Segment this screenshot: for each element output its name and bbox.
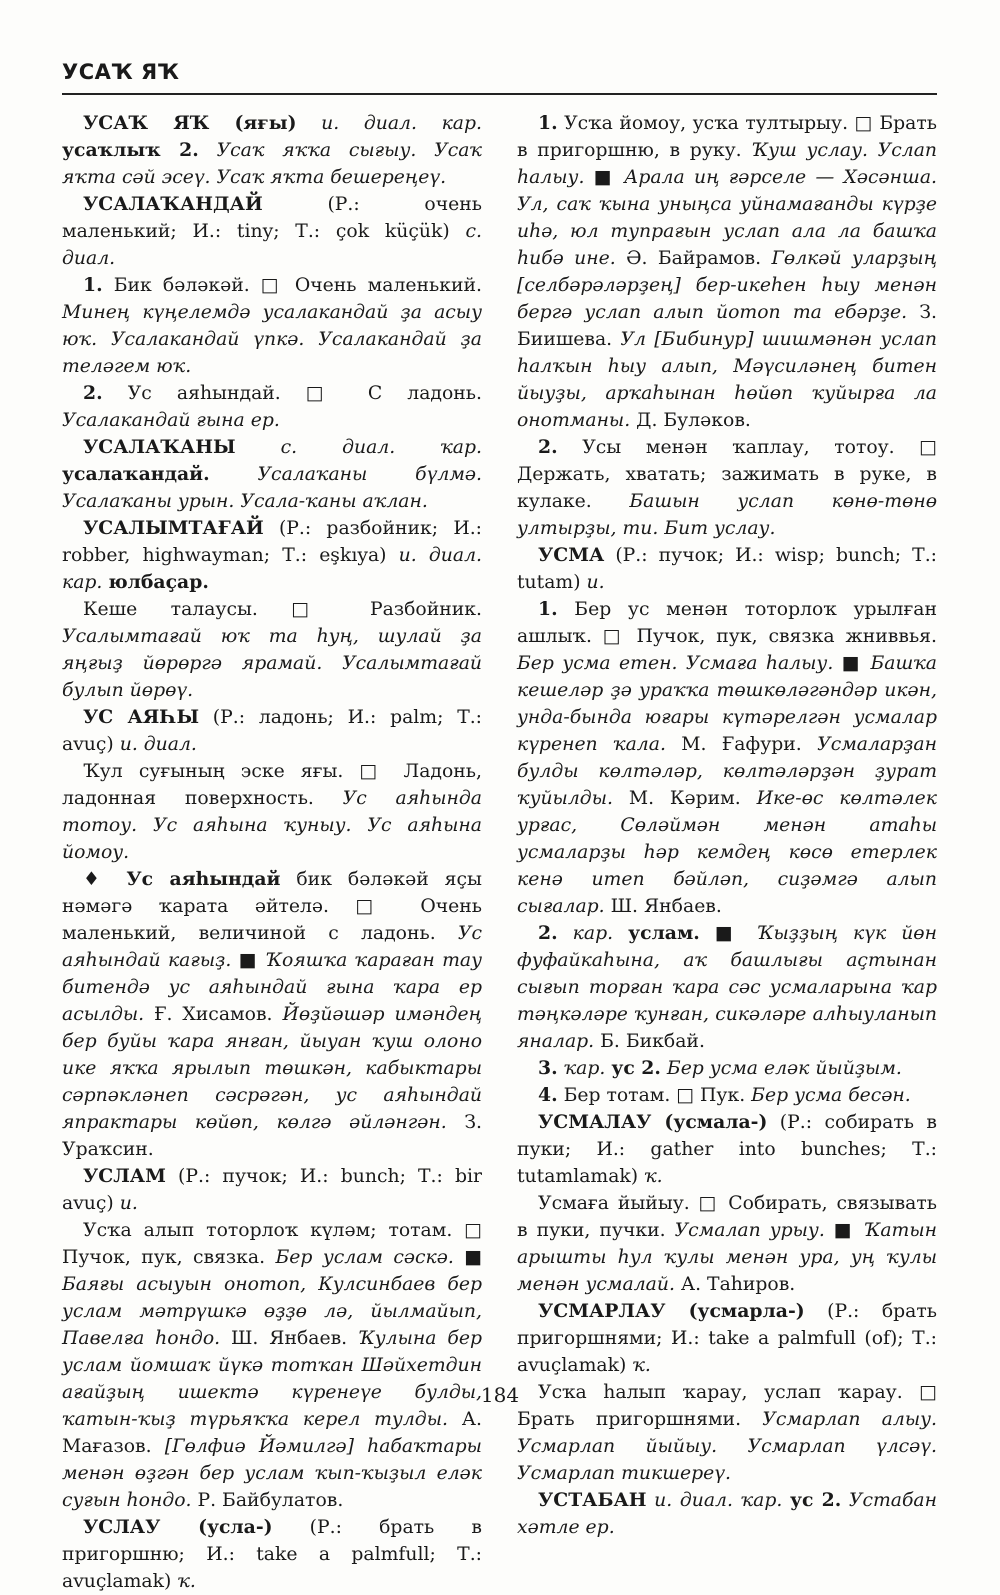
dictionary-entry-paragraph xyxy=(517,920,937,1055)
headword: УСАЛАҠАНЫ xyxy=(83,436,236,458)
headword: 3. xyxy=(538,1057,558,1079)
entry-text: Бер ус менән тоторлоҡ урылған ашлыҡ. □ Пучок, пук, связка жниввья. xyxy=(517,599,937,647)
entry-text: Усҡа алып тоторлоҡ күләм; тотам. □ Пучок, пук, связка. xyxy=(62,1220,482,1268)
entry-text: (Р.: пучок; И.: bunch; Т.: bir avuç) xyxy=(62,1166,482,1214)
headword: ♦ Ус аяһындай xyxy=(83,868,281,890)
dictionary-entry-paragraph xyxy=(62,758,482,866)
dictionary-entry-paragraph xyxy=(517,542,937,596)
dictionary-entry-paragraph xyxy=(62,866,482,1163)
dictionary-entry-paragraph xyxy=(62,1217,482,1514)
italic-text: Бер усма еләк йыйҙым. xyxy=(660,1058,902,1079)
headword: УСАҠ ЯҠ (яғы) xyxy=(83,112,297,134)
entry-text: Ш. Янбаев. xyxy=(220,1328,359,1349)
dictionary-entry-paragraph xyxy=(62,596,482,704)
italic-text: Бер усма етен. Усмаға һалыу. ■ Башҡа кешеләр ҙә ураҡҡа төшкөләгәндәр икән, унда-бында юғары күтәрелгән усмалар күренеп ҡала. xyxy=(517,653,937,755)
headword: УСМАРЛАУ (усмарла-) xyxy=(538,1300,805,1322)
italic-text: [Гөлфиә Йәмилгә] һабаҡтары менән өҙгән бер услам ҡып-ҡыҙыл еләк суғын һондо. xyxy=(62,1436,482,1511)
italic-text: Ус аяһында тотоу. Ус аяһына ҡуныу. Ус аяһына йомоу. xyxy=(62,788,483,863)
headword: УСЛАМ xyxy=(83,1165,166,1187)
italic-text: Ике-өс көлтәлек урғас, Сөләймән менән атаһы усмаларҙы һәр кемдең көсө етерлек кенә итеп бәйләп, сиҙәмгә алып сығалар. xyxy=(517,788,938,917)
italic-text: Усалаҡаны бүлмә. Усалаҡаны урын. Усала-ҡаны аҡлан. xyxy=(62,464,482,512)
italic-text: Устабан хәтле ер. xyxy=(517,1490,937,1538)
headword: ус 2. xyxy=(611,1057,661,1079)
headword: 1. xyxy=(538,112,558,134)
dictionary-entry-paragraph xyxy=(62,515,482,596)
italic-text: кар. xyxy=(557,923,629,944)
entry-text: Ш. Янбаев. xyxy=(604,896,722,917)
entry-text: (Р.: собирать в пуки; И.: gather into bunches; Т.: tutamlamak) xyxy=(517,1112,937,1187)
dictionary-entry-paragraph xyxy=(517,596,937,920)
entry-text: Ус аяһындай. □ С ладонь. xyxy=(102,383,482,404)
italic-text: и. диал. кар. xyxy=(296,113,482,134)
dictionary-entry-paragraph xyxy=(62,1163,482,1217)
italic-text: с. диал. ҡар. xyxy=(235,437,482,458)
dictionary-entry-paragraph xyxy=(62,380,482,434)
italic-text: ҡ. xyxy=(632,1355,651,1376)
headword: юлбаҫар. xyxy=(108,571,209,593)
entry-text: (Р.: разбойник; И.: robber, highwayman; Т.: eşkıya) xyxy=(62,518,482,566)
dictionary-entry-paragraph xyxy=(517,1109,937,1190)
italic-text: Усмаларҙан булды көлтәләр, көлтәләрҙән ҙурат ҡуйылды. xyxy=(517,734,937,809)
italic-text: Усмалап урыу. ■ Ҡатын арышты һул ҡулы менән ура, уң ҡулы менән усмалай. xyxy=(517,1220,937,1295)
entry-text: Бик бәләкәй. □ Очень маленький. xyxy=(102,275,482,296)
italic-text: ҡ. xyxy=(644,1166,663,1187)
entry-text: Ҡул суғының эске яғы. □ Ладонь, ладонная поверхность. xyxy=(62,761,482,809)
entry-text: Ғ. Хисамов. xyxy=(144,1004,283,1025)
headword: 1. xyxy=(83,274,103,296)
left-column xyxy=(62,110,482,1595)
italic-text: и. диал. xyxy=(119,734,197,755)
dictionary-entry-paragraph xyxy=(517,1298,937,1379)
italic-text: Башын услап көнө-төнө ултырҙы, ти. Бит услау. xyxy=(517,491,937,539)
entry-text: (Р.: пучок; И.: wisp; bunch; Т.: tutam) xyxy=(517,545,937,593)
italic-text: Усалакандай ғына ер. xyxy=(62,410,280,431)
italic-text: Усаҡ яҡҡа сығыу. Усаҡ яҡта сәй эсеү. Усаҡ яҡта бешереңеү. xyxy=(62,140,482,188)
dictionary-entry-paragraph xyxy=(62,272,482,380)
entry-text: бик бәләкәй яҫы нәмәгә ҡарата әйтелә. □ Очень маленький, величиной с ладонь. xyxy=(62,869,482,944)
italic-text: и. xyxy=(119,1193,138,1214)
dictionary-entry-paragraph xyxy=(62,110,482,191)
headword: УСАЛЫМТАҒАЙ xyxy=(83,517,264,539)
dictionary-entry-paragraph xyxy=(517,1082,937,1109)
italic-text: ■ Ҡыҙҙың күк йөн фуфайкаһына, аҡ башлығы аҫтынан сығып торған ҡара сәс усмаларына ҡар тәңкәләре ҡунған, сикәләре алһыуланып яналар. xyxy=(517,923,937,1052)
italic-text: Бер услам сәскә. ■ Баяғы асыуын онотоп, Кулсинбаев бер услам мәтрүшкә өҙҙө лә, йылмайып, Павелға һондо. xyxy=(62,1247,483,1349)
headword: 4. xyxy=(538,1084,558,1106)
entry-text: Бер тотам. □ Пук. xyxy=(557,1085,752,1106)
dictionary-entry-paragraph xyxy=(62,191,482,272)
headword: усаҡлыҡ 2. xyxy=(62,139,199,161)
entry-text: М. Кәрим. xyxy=(612,788,757,809)
headword: 2. xyxy=(538,436,558,458)
italic-text: Бер усма бесән. xyxy=(751,1085,911,1106)
headword: 2. xyxy=(83,382,103,404)
header-rule xyxy=(62,93,937,95)
italic-text: Усалымтағай юҡ та һуң, шулай ҙа яңғыҙ йөрөргә ярамай. Усалымтағай булып йөрөү. xyxy=(62,626,482,701)
entry-text: Р. Байбулатов. xyxy=(191,1490,344,1511)
headword: УСАЛАҠАНДАЙ xyxy=(83,193,263,215)
italic-text: и. диал. ҡар. xyxy=(646,1490,790,1511)
dictionary-entry-paragraph xyxy=(517,1055,937,1082)
entry-text: А. Таһиров. xyxy=(674,1274,796,1295)
right-column xyxy=(517,110,937,1541)
entry-text: Усҡа һалып ҡарау, услап ҡарау. □ Брать пригоршнями. xyxy=(517,1382,937,1430)
entry-text: (Р.: брать в пригоршню; И.: take a palmfull; Т.: avuçlamak) xyxy=(62,1517,483,1592)
italic-text: Усмарлап алыу. Усмарлап йыйыу. Усмарлап үлсәү. Усмарлап тикшереү. xyxy=(517,1409,937,1484)
headword: УСТАБАН xyxy=(538,1489,647,1511)
headword: услам. xyxy=(628,922,700,944)
dictionary-entry-paragraph xyxy=(62,1514,482,1595)
dictionary-entry-paragraph xyxy=(517,1190,937,1298)
entry-text: (Р.: очень маленький; И.: tiny; Т.: çok küçük) xyxy=(62,194,482,242)
italic-text: и. xyxy=(586,572,605,593)
dictionary-entry-paragraph xyxy=(517,1487,937,1541)
italic-text: Ул [Бибинур] шишмәнән услап һалҡын һыу алып, Мәүсиләнең битен йыуҙы, арҡаһынан һөйөп ҡуйырға ла онотманы. xyxy=(517,329,938,431)
entry-text: З. Биишева. xyxy=(517,302,937,350)
italic-text: Ҡулына бер услам йомшаҡ йүкә тотҡан Шәйхетдин ағайҙың ишектә күренеүе булды, ҡатын-ҡыҙ түрьяҡҡа керел тулды. xyxy=(62,1328,482,1430)
entry-text: Усы менән ҡаплау, тотоу. □ Держать, хватать; зажимать в руке, в кулаке. xyxy=(517,437,937,512)
headword: УСМА xyxy=(538,544,605,566)
running-head: УСАҠ ЯҠ xyxy=(62,60,180,84)
headword: ус 2. xyxy=(789,1489,842,1511)
dictionary-entry-paragraph xyxy=(62,434,482,515)
italic-text: и. диал. кар. xyxy=(62,545,482,593)
headword: УСЛАУ (усла-) xyxy=(83,1516,273,1538)
headword: УС АЯҺЫ xyxy=(83,706,200,728)
italic-text: Йөҙйәшәр имәндең бер буйы ҡара янған, йыуан ҡуш олоно ике яҡҡа ярылып төшкән, кабыктары сәрпәкләнеп сәсрәгән, ус аяһындай япрактары көйөп, көлгә әйләнгән. xyxy=(62,1004,482,1133)
entry-text: М. Ғафури. xyxy=(665,734,818,755)
italic-text: Ус аяһындай кағыҙ. ■ Ҡояшҡа ҡараған тау битендә ус аяһындай ғына ҡара ер асылды. xyxy=(62,923,482,1025)
entry-text: Б. Бикбай. xyxy=(594,1031,705,1052)
headword: 2. xyxy=(538,922,558,944)
dictionary-entry-paragraph xyxy=(517,110,937,434)
entry-text: (Р.: брать пригоршнями; И.: take a palmfull (of); Т.: avuçlamak) xyxy=(517,1301,937,1376)
headword: усалаҡандай. xyxy=(62,463,210,485)
entry-text: Усмаға йыйыу. □ Собирать, связывать в пуки, пучки. xyxy=(517,1193,937,1241)
italic-text: с. диал. xyxy=(62,221,482,269)
headword: УСМАЛАУ (усмала-) xyxy=(538,1111,768,1133)
entry-text: Кеше талаусы. □ Разбойник. xyxy=(83,599,482,620)
dictionary-entry-paragraph xyxy=(62,704,482,758)
entry-text: Ә. Байрамов. xyxy=(615,248,772,269)
italic-text: Гөлкәй уларҙың [селбәрәләрҙең] бер-икеһен һыу менән бергә услап алып йотоп та ебәрҙе. xyxy=(517,248,937,323)
entry-text: Д. Буләков. xyxy=(630,410,751,431)
page-number: 184 xyxy=(480,1383,520,1407)
entry-text: (Р.: ладонь; И.: palm; Т.: avuç) xyxy=(62,707,483,755)
headword: 1. xyxy=(538,598,558,620)
entry-text: А. Мағазов. xyxy=(62,1409,482,1457)
dictionary-entry-paragraph xyxy=(517,434,937,542)
entry-text: З. Ураҡсин. xyxy=(62,1112,482,1160)
italic-text: ҡар. xyxy=(557,1058,612,1079)
italic-text: Минең күңелемдә усалакандай ҙа асыу юҡ. Усалакандай үпкә. Усалакандай ҙа теләгем юҡ. xyxy=(62,302,482,377)
entry-text: Усҡа йомоу, усҡа тултырыу. □ Брать в пригоршню, в руку. xyxy=(517,113,937,161)
italic-text: Ҡуш услау. Услап һалыу. ■ Арала иң ғәрселе — Хәсәнша. Ул, саҡ ҡына уныңса уйнамағанды күрҙе иһә, юл тупрағын услап ала ла башҡа һибә ине. xyxy=(517,140,937,269)
italic-text: ҡ. xyxy=(177,1571,196,1592)
